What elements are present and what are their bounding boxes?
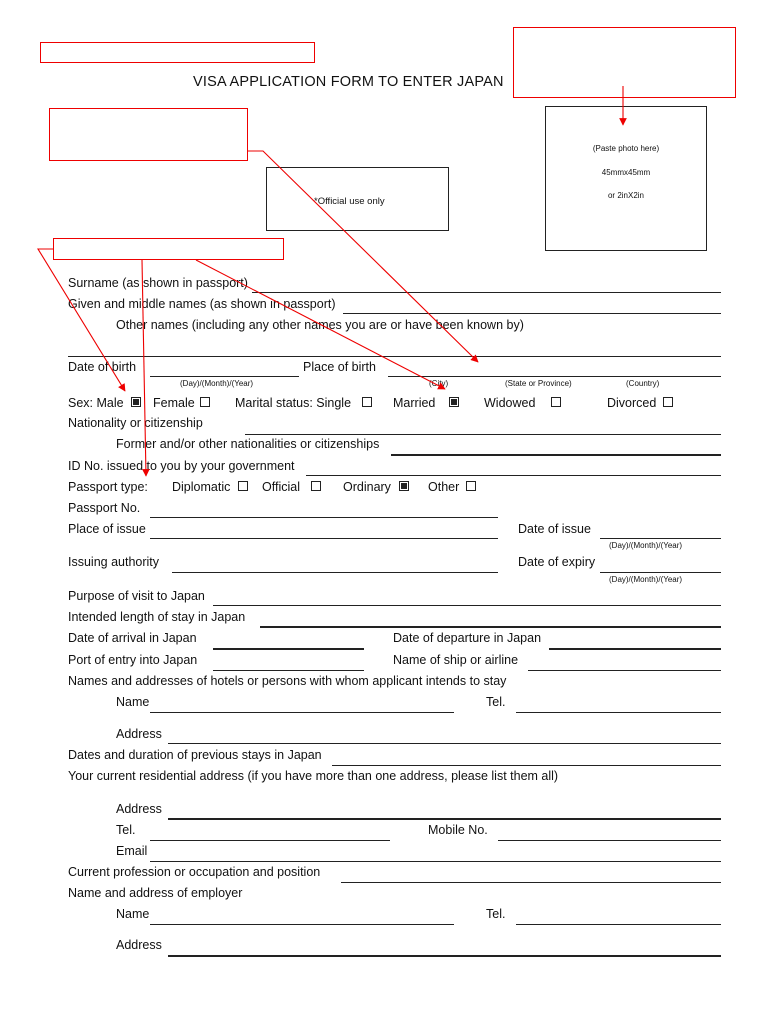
- employer-label: Name and address of employer: [68, 886, 243, 900]
- divorced-label: Divorced: [607, 396, 657, 410]
- passport-no-label: Passport No.: [68, 501, 141, 515]
- emp-name-label: Name: [116, 907, 150, 921]
- port-of-entry-label: Port of entry into Japan: [68, 653, 198, 667]
- emp-tel-label: Tel.: [486, 907, 506, 921]
- nationality-label: Nationality or citizenship: [68, 416, 203, 430]
- pob-label: Place of birth: [303, 360, 376, 374]
- female-label: Female: [153, 396, 195, 410]
- other-label: Other: [428, 480, 460, 494]
- other-names-label: Other names (including any other names you are or have been known by): [116, 318, 524, 332]
- ordinary-label: Ordinary: [343, 480, 391, 494]
- emp-address-label: Address: [116, 938, 162, 952]
- arrow-to-place-of-birth: [248, 151, 478, 362]
- issue-hint: (Day)/(Month)/(Year): [609, 541, 683, 550]
- hotel-address-label: Address: [116, 727, 162, 741]
- date-of-issue-label: Date of issue: [518, 522, 591, 536]
- id-no-label: ID No. issued to you by your government: [68, 459, 295, 473]
- profession-label: Current profession or occupation and position: [68, 865, 321, 879]
- photo-instruction: (Paste photo here): [592, 144, 660, 153]
- dob-label: Date of birth: [68, 360, 137, 374]
- form-title: VISA APPLICATION FORM TO ENTER JAPAN: [193, 74, 504, 90]
- purpose-label: Purpose of visit to Japan: [68, 589, 205, 603]
- city-hint: (City): [429, 379, 449, 388]
- sex-label: Sex: Male: [68, 396, 124, 410]
- married-label: Married: [393, 396, 436, 410]
- surname-label: Surname (as shown in passport): [68, 276, 248, 290]
- res-address-label: Address: [116, 802, 162, 816]
- departure-label: Date of departure in Japan: [393, 631, 542, 645]
- hotel-tel-label: Tel.: [486, 695, 506, 709]
- expiry-hint: (Day)/(Month)/(Year): [609, 575, 683, 584]
- photo-size-in: or 2inX2in: [607, 191, 645, 200]
- issuing-authority-label: Issuing authority: [68, 555, 160, 569]
- arrow-to-male: [38, 249, 125, 391]
- residential-address-label: Your current residential address (if you have more than one address, please list them all): [68, 769, 559, 783]
- widowed-label: Widowed: [484, 396, 536, 410]
- passport-type-label: Passport type:: [68, 480, 148, 494]
- state-hint: (State or Province): [505, 379, 572, 388]
- place-of-issue-label: Place of issue: [68, 522, 146, 536]
- official-label: Official: [262, 480, 300, 494]
- previous-stays-label: Dates and duration of previous stays in Japan: [68, 748, 322, 762]
- length-of-stay-label: Intended length of stay in Japan: [68, 610, 246, 624]
- official-use-label: *Official use only: [314, 196, 385, 207]
- given-names-label: Given and middle names (as shown in passport): [68, 297, 336, 311]
- ship-airline-label: Name of ship or airline: [393, 653, 519, 667]
- former-nationalities-label: Former and/or other nationalities or citizenships: [116, 437, 380, 451]
- photo-size-mm: 45mmx45mm: [601, 168, 651, 177]
- arrow-to-married: [196, 260, 445, 389]
- hotels-label: Names and addresses of hotels or persons with whom applicant intends to stay: [68, 674, 507, 688]
- country-hint: (Country): [626, 379, 660, 388]
- mobile-label: Mobile No.: [428, 823, 488, 837]
- hotel-name-label: Name: [116, 695, 150, 709]
- arrival-label: Date of arrival in Japan: [68, 631, 197, 645]
- date-of-expiry-label: Date of expiry: [518, 555, 596, 569]
- dob-hint: (Day)/(Month)/(Year): [180, 379, 254, 388]
- diplomatic-label: Diplomatic: [172, 480, 231, 494]
- res-tel-label: Tel.: [116, 823, 136, 837]
- marital-status-label: Marital status: Single: [235, 396, 352, 410]
- arrow-to-ordinary: [142, 260, 146, 476]
- email-label: Email: [116, 844, 148, 858]
